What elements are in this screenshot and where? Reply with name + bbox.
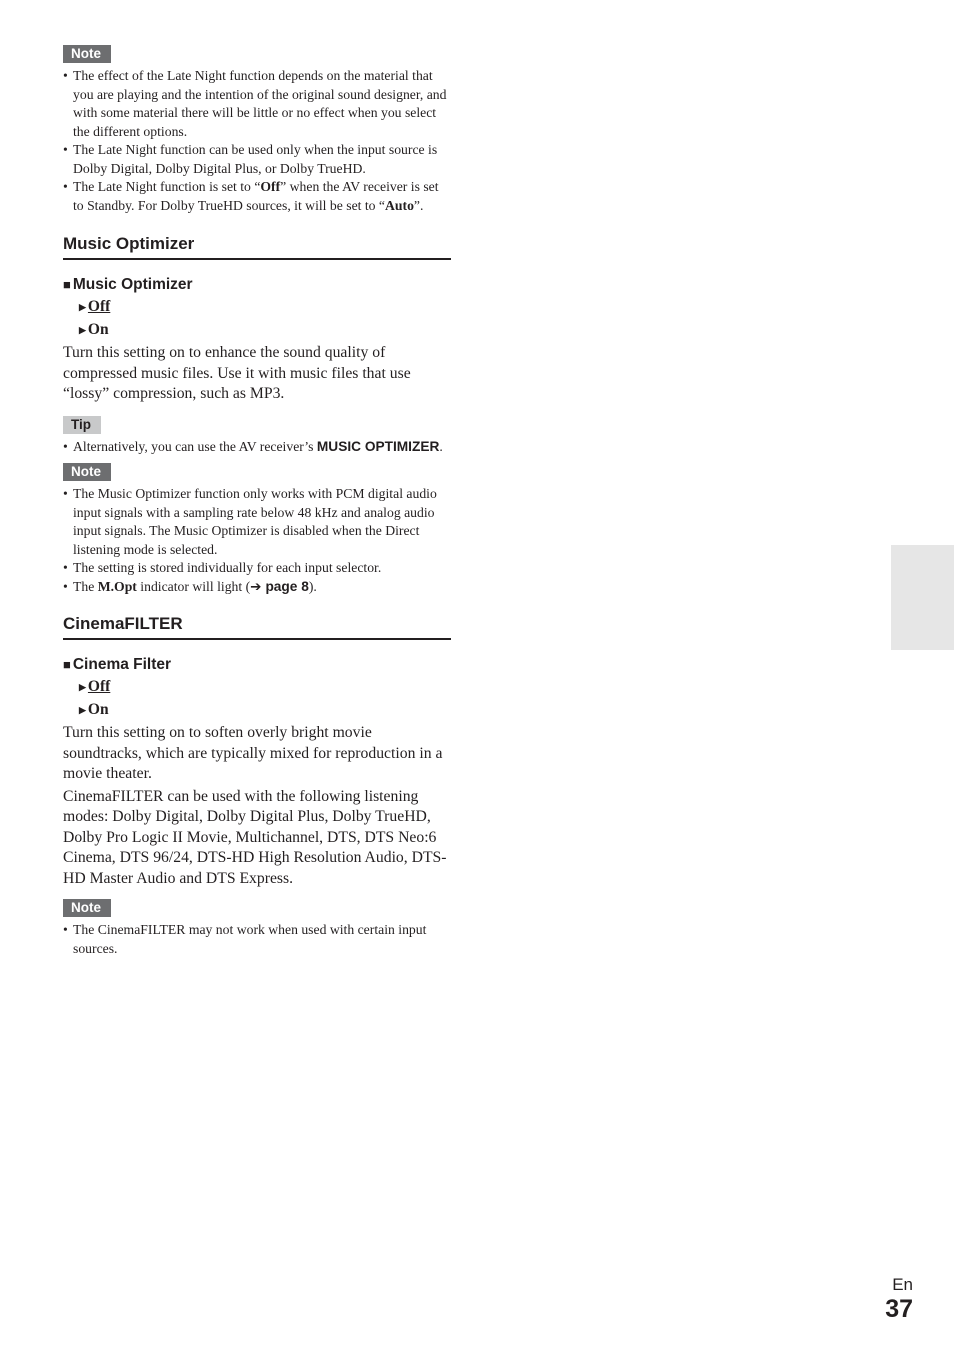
triangle-right-icon: ▶ <box>79 682 86 692</box>
note-list <box>63 67 451 215</box>
note-block-late-night <box>63 45 451 215</box>
note-item: • The Music Optimizer function only works with PCM digital audio input signals with a sampling rate below 48 kHz and analog audio input signals. The Music Optimizer is disabled when the Direct listening mode is selected. <box>63 485 451 559</box>
section-title-music-optimizer: Music Optimizer <box>63 234 451 260</box>
note-item: • The effect of the Late Night function depends on the material that you are playing and the intention of the original sound designer, and with some material there will be little or no effect when you select the different options. <box>63 67 451 141</box>
arrow-right-icon: ➔ <box>250 578 262 594</box>
triangle-right-icon: ▶ <box>79 705 86 715</box>
triangle-right-icon: ▶ <box>79 302 86 312</box>
note-item: • The setting is stored individually for each input selector. <box>63 559 451 578</box>
note-badge: Note <box>63 45 111 63</box>
setting-title-music-optimizer: ■ Music Optimizer <box>63 276 193 293</box>
tip-badge: Tip <box>63 416 101 434</box>
note-item: • The CinemaFILTER may not work when used with certain input sources. <box>63 921 451 958</box>
language-label: En <box>892 1275 913 1294</box>
setting-title-cinema-filter: ■ Cinema Filter <box>63 656 172 673</box>
content-column <box>63 45 451 958</box>
page-number: 37 <box>885 1295 913 1323</box>
page-reference-link[interactable]: page 8 <box>261 578 309 594</box>
square-icon: ■ <box>63 657 71 672</box>
note-badge: Note <box>63 899 111 917</box>
note-item: • The Late Night function is set to “Off” when the AV receiver is set to Standby. For Dolby TrueHD sources, it will be set to “Auto”. <box>63 178 451 215</box>
note-item: • The Late Night function can be used only when the input source is Dolby Digital, Dolby Digital Plus, or Dolby TrueHD. <box>63 141 451 178</box>
page-number-block <box>885 1275 913 1323</box>
option-off: ▶ Off <box>63 676 451 699</box>
note-item: • The M.Opt indicator will light (➔ page 8). <box>63 578 451 597</box>
option-on: ▶ On <box>63 319 451 342</box>
option-on: ▶ On <box>63 699 451 722</box>
cinema-filter-description: Turn this setting on to soften overly bright movie soundtracks, which are typically mixed for reproduction in a movie theater. <box>63 724 443 782</box>
note-list <box>63 485 451 596</box>
note-list <box>63 921 451 958</box>
section-title-cinemafilter: CinemaFILTER <box>63 614 451 640</box>
note-block-music-optimizer <box>63 463 451 596</box>
tip-list <box>63 438 451 457</box>
chapter-tab <box>891 545 954 650</box>
note-block-cinemafilter <box>63 899 451 958</box>
square-icon: ■ <box>63 277 71 292</box>
triangle-right-icon: ▶ <box>79 325 86 335</box>
note-badge: Note <box>63 463 111 481</box>
cinema-filter-modes: CinemaFILTER can be used with the following listening modes: Dolby Digital, Dolby Digital Plus, Dolby TrueHD, Dolby Pro Logic II Movie, Multichannel, DTS, DTS Neo:6 Cinema, DTS 96/24, DTS-HD High Resolution Audio, DTS-HD Master Audio and DTS Express. <box>63 787 447 887</box>
tip-block-music-optimizer <box>63 416 451 457</box>
music-optimizer-description: Turn this setting on to enhance the sound quality of compressed music files. Use it with music files that use “lossy” compression, such as MP3. <box>63 344 411 402</box>
tip-item: • Alternatively, you can use the AV receiver’s MUSIC OPTIMIZER. <box>63 438 451 457</box>
option-off: ▶ Off <box>63 296 451 319</box>
